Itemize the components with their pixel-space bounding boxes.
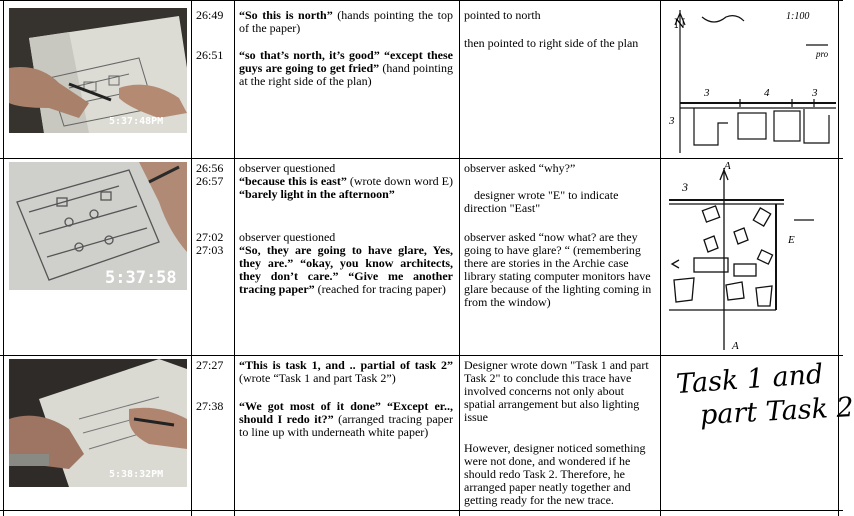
video-frame <box>9 8 187 133</box>
sketch-handwriting <box>664 358 854 508</box>
action-note: (arranged tracing paper to line up with underneath white paper) <box>239 412 454 439</box>
observation: pointed to north <box>464 8 541 22</box>
sketch-label: 4 <box>764 87 770 99</box>
video-timestamp: 5:38:32PM <box>109 469 164 480</box>
action-note: (wrote down word E) <box>346 174 453 188</box>
sketch-label: 3 <box>812 87 818 99</box>
column-divider <box>660 0 661 516</box>
timecode: 26:49 <box>196 8 224 22</box>
column-divider <box>191 0 192 516</box>
observation: However, designer noticed something were not done, and wondered if he should redo Task 2. Therefore, he arranged paper neatly together and getting ready for the new trace. <box>464 441 646 507</box>
column-divider <box>459 0 460 516</box>
observation: observer asked “now what? are they going to have glare? “ (remembering there are stories in the Archie case library stating computer monitors have glare because of the lighting coming in from the window) <box>464 230 652 309</box>
quote: “So this is north” <box>239 8 333 22</box>
sketch-label: A <box>724 160 731 172</box>
video-frame <box>9 359 187 487</box>
timecode: 27:03 <box>196 243 224 257</box>
timecode: 27:38 <box>196 399 224 413</box>
sketch-plan-east <box>664 160 836 354</box>
video-timestamp: 5:37:48PM <box>109 116 164 127</box>
handwritten-note: part Task 2 <box>699 391 854 432</box>
sketch-label: 3 <box>669 115 675 127</box>
quote: “so that’s north, it’s good” “except these guys are going to get fried” <box>239 48 453 75</box>
sketch-label: 3 <box>704 87 710 99</box>
timecode: 26:57 <box>196 174 224 188</box>
quote: “This is task 1, and .. partial of task 2” <box>239 358 453 372</box>
observer-note: observer questioned <box>239 161 336 175</box>
sketch-plan-north <box>664 5 836 155</box>
timecode: 27:27 <box>196 358 224 372</box>
action-note: (hands pointing the top of the paper) <box>239 8 453 35</box>
row-divider <box>0 158 843 159</box>
observation: then pointed to right side of the plan <box>464 36 639 50</box>
utterance <box>239 359 453 385</box>
sketch-label: 3 <box>682 180 688 194</box>
utterance <box>239 400 453 439</box>
action-note: (reached for tracing paper) <box>314 282 446 296</box>
row-divider <box>0 355 843 356</box>
video-timestamp: 5:37:58 <box>105 268 177 288</box>
utterance <box>239 49 453 88</box>
video-frame <box>9 162 187 290</box>
table-border-right <box>838 0 839 516</box>
east-label: E <box>788 234 795 246</box>
handwritten-note: Task 1 and <box>675 358 825 401</box>
action-note: (hand pointing at the right side of the plan) <box>239 61 453 88</box>
observation: Designer wrote down "Task 1 and part Task 2" to conclude this trace have involved concerns not only about spatial arrangement but also lighting issue <box>464 358 649 424</box>
observer-note: observer questioned <box>239 230 336 244</box>
quote: “because this is east” <box>239 174 347 188</box>
action-note: (wrote “Task 1 and part Task 2”) <box>239 371 396 385</box>
observation: designer wrote "E" to indicate direction "East" <box>464 188 619 215</box>
column-divider <box>234 0 235 516</box>
table-border-left <box>3 0 4 516</box>
quote: “So, they are going to have glare, Yes, they are.” “okay, you know architects, they don’t care.” “Give me another tracing paper” <box>239 243 453 296</box>
row-divider <box>0 510 843 511</box>
sketch-label: A <box>732 340 739 352</box>
timecode: 26:51 <box>196 48 224 62</box>
row-divider <box>0 0 843 1</box>
timecode: 26:56 <box>196 161 224 175</box>
scale-label: 1:100 <box>786 11 810 22</box>
utterance <box>239 175 453 201</box>
utterance <box>239 9 453 35</box>
quote: “We got most of it done” “Except er.., should I redo it?” <box>239 399 453 426</box>
north-label: N <box>674 17 686 32</box>
quote: “barely light in the afternoon” <box>239 187 395 201</box>
timecode: 27:02 <box>196 230 224 244</box>
sketch-label: pro <box>816 49 829 59</box>
observation: observer asked “why?” <box>464 161 576 175</box>
utterance <box>239 244 453 296</box>
